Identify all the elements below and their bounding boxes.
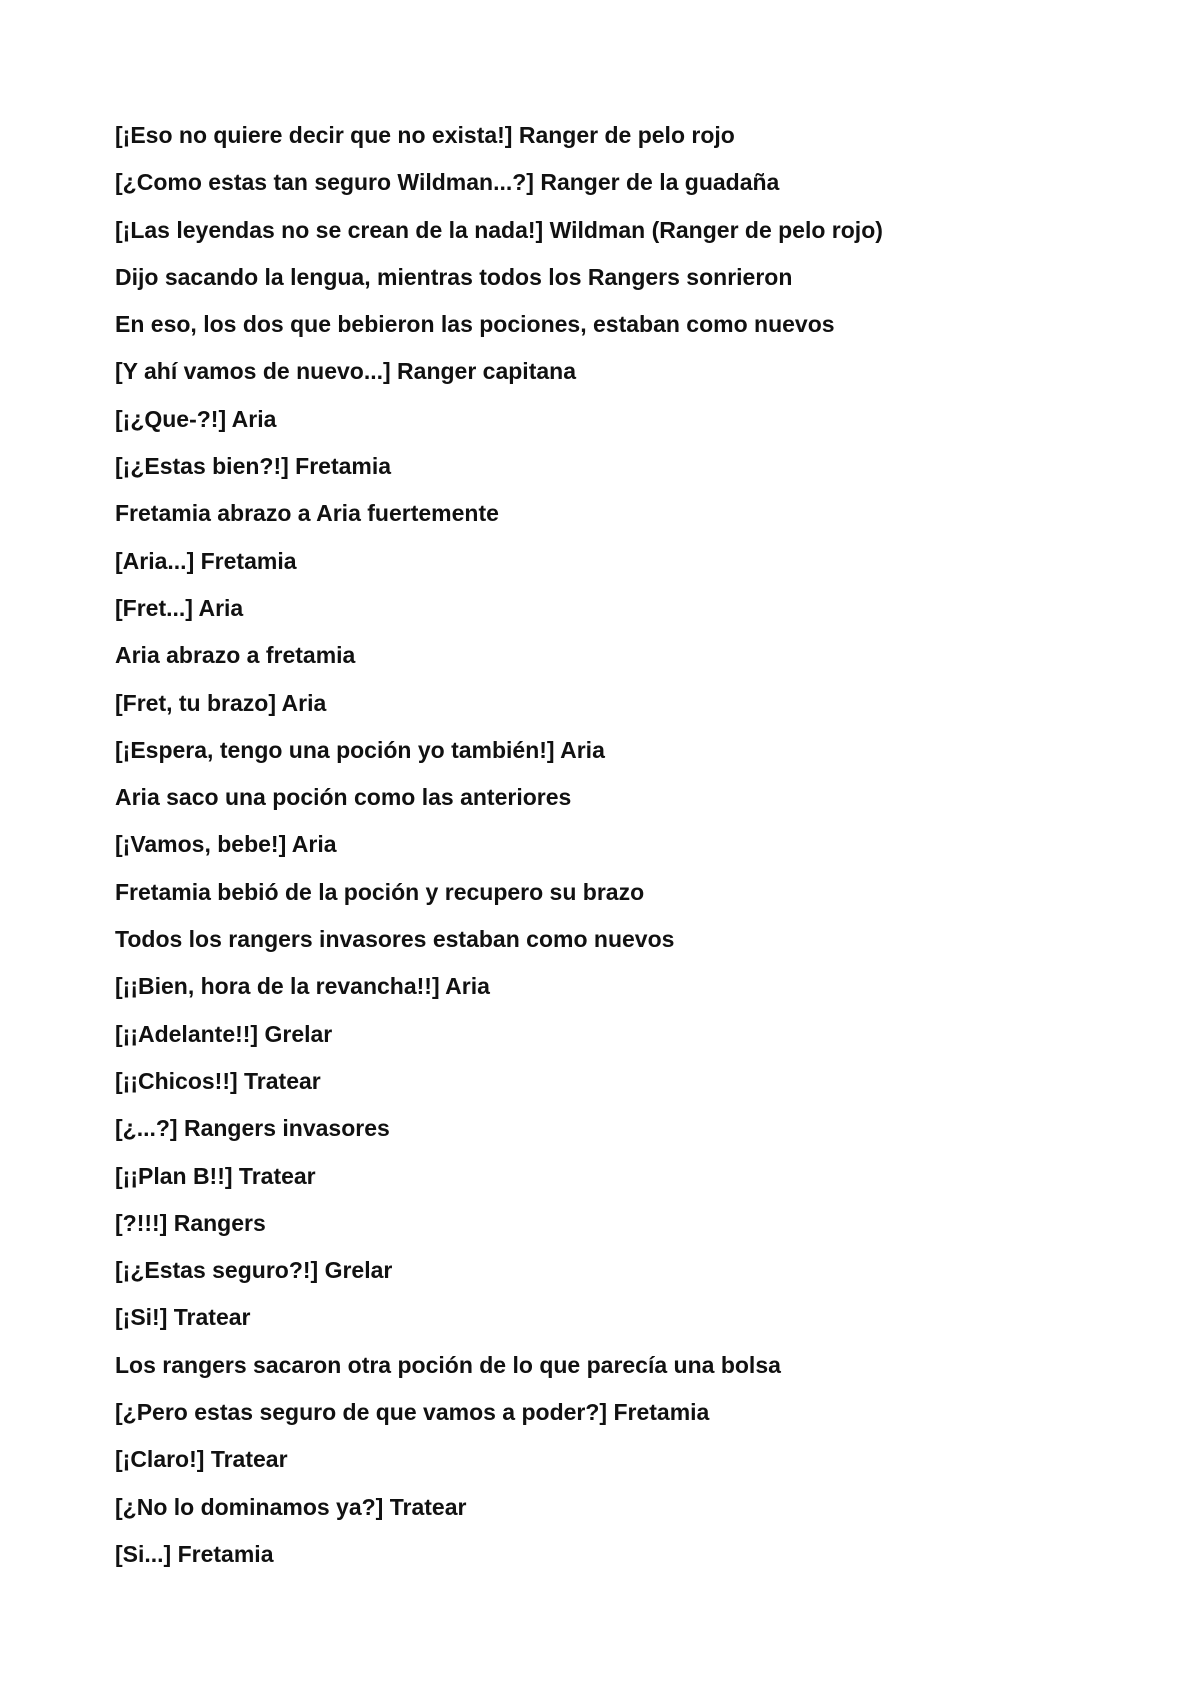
text-line: [¡Claro!] Tratear <box>115 1446 288 1473</box>
text-line: [¡¿Estas bien?!] Fretamia <box>115 453 392 480</box>
text-line: En eso, los dos que bebieron las pociones, estaban como nuevos <box>115 311 835 338</box>
text-line: [¡Si!] Tratear <box>115 1304 251 1331</box>
text-line: [¡Las leyendas no se crean de la nada!] Wildman (Ranger de pelo rojo) <box>115 216 883 243</box>
text-line: [¿No lo dominamos ya?] Tratear <box>115 1493 467 1520</box>
text-line: Aria saco una poción como las anteriores <box>115 784 572 811</box>
text-line: [¡Espera, tengo una poción yo también!] Aria <box>115 736 605 763</box>
text-line: [Y ahí vamos de nuevo...] Ranger capitana <box>115 358 576 385</box>
text-line: Todos los rangers invasores estaban como nuevos <box>115 926 675 953</box>
text-line: [¡Eso no quiere decir que no exista!] Ranger de pelo rojo <box>115 122 735 148</box>
text-line: [¡¡Adelante!!] Grelar <box>115 1020 333 1047</box>
text-line: Fretamia bebió de la poción y recupero su brazo <box>115 878 645 905</box>
text-line: [¿...?] Rangers invasores <box>115 1115 390 1142</box>
text-line: Aria abrazo a fretamia <box>115 642 356 669</box>
text-line: [¡¡Bien, hora de la revancha!!] Aria <box>115 973 490 1000</box>
text-line: Dijo sacando la lengua, mientras todos los Rangers sonrieron <box>115 263 793 290</box>
text-line: [?!!!] Rangers <box>115 1209 266 1236</box>
text-line: [¡¡Chicos!!] Tratear <box>115 1067 321 1094</box>
text-line: [¡Vamos, bebe!] Aria <box>115 831 337 858</box>
dialogue-lines <box>115 112 1115 1578</box>
text-line: Los rangers sacaron otra poción de lo que parecía una bolsa <box>115 1351 781 1378</box>
text-line: [Fret...] Aria <box>115 594 244 621</box>
text-line: [Aria...] Fretamia <box>115 547 297 574</box>
text-line: [¿Como estas tan seguro Wildman...?] Ranger de la guadaña <box>115 169 780 196</box>
text-line: [Fret, tu brazo] Aria <box>115 689 327 716</box>
text-line: [¿Pero estas seguro de que vamos a poder?] Fretamia <box>115 1399 710 1426</box>
text-line: [¡¿Estas seguro?!] Grelar <box>115 1257 393 1284</box>
text-line: [Si...] Fretamia <box>115 1540 274 1567</box>
text-line: Fretamia abrazo a Aria fuertemente <box>115 500 499 527</box>
text-line: [¡¿Que-?!] Aria <box>115 405 277 432</box>
text-line: [¡¡Plan B!!] Tratear <box>115 1162 316 1189</box>
